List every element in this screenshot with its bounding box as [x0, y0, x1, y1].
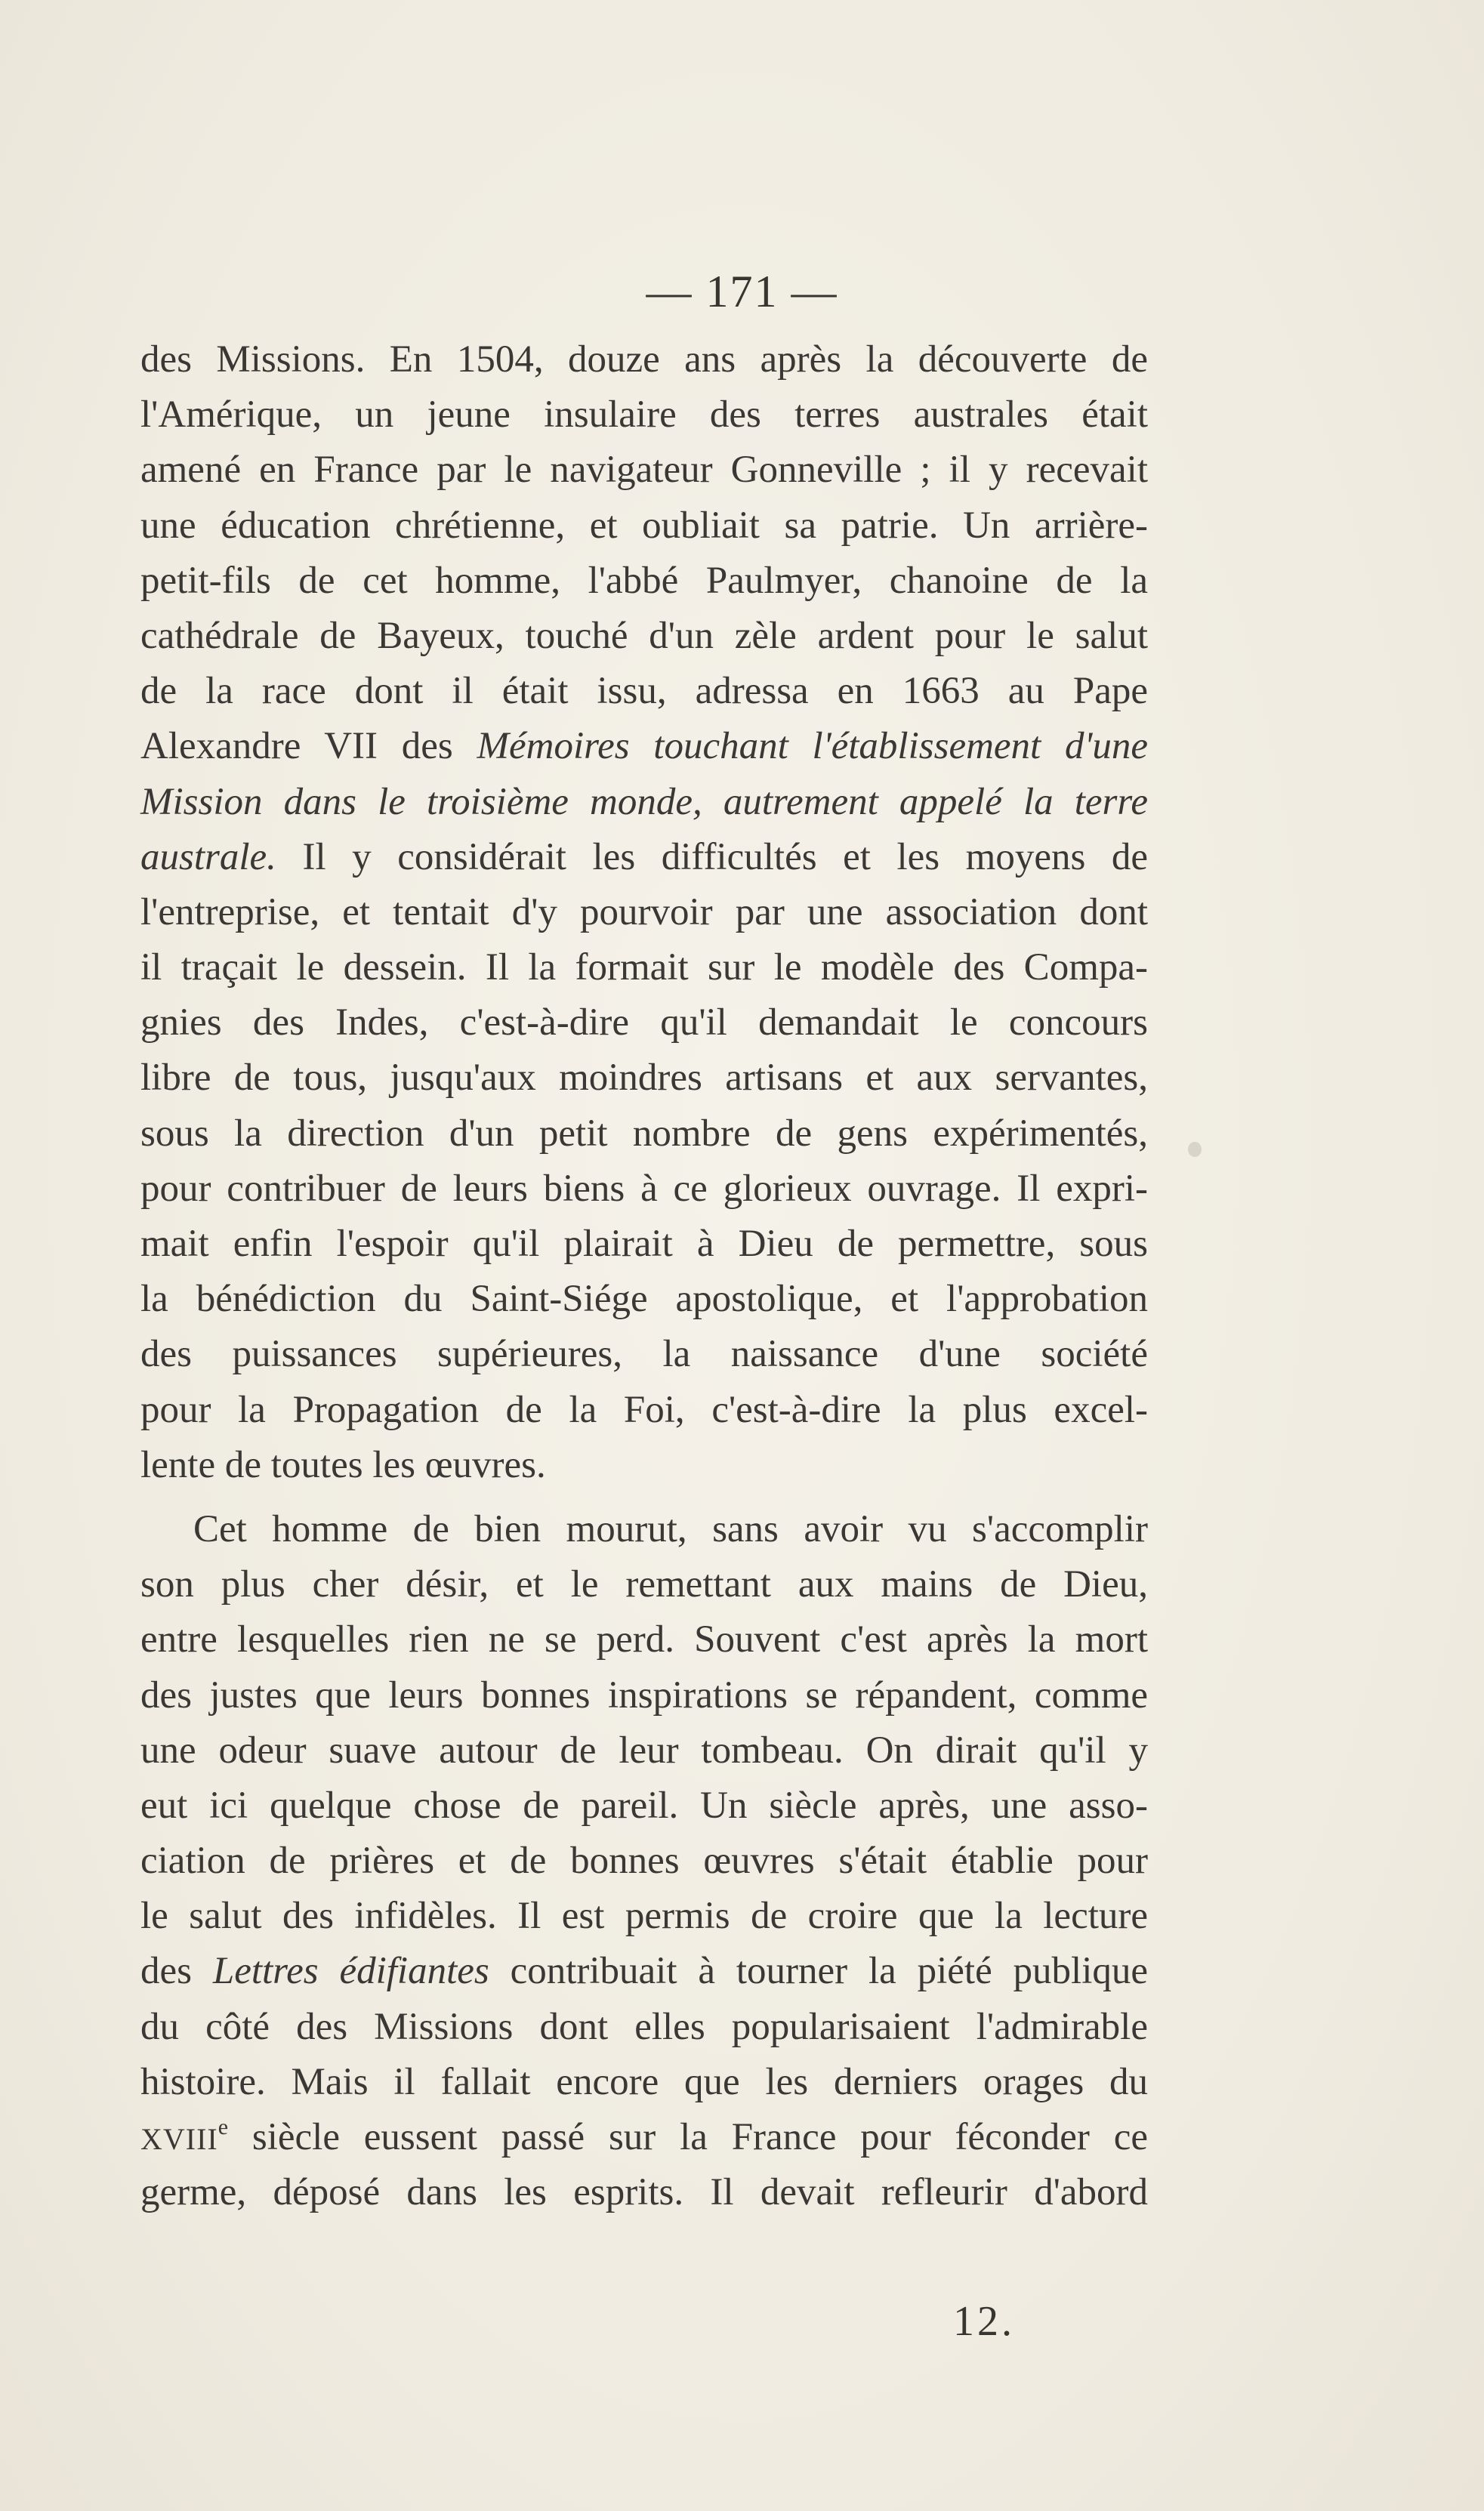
body-text [140, 332, 1148, 2220]
text-line: l'entreprise, et tentait d'y pourvoir par une association dont [140, 890, 1148, 933]
italic-title: Lettres édifiantes [212, 1950, 489, 1993]
text-line: lente de toutes les œuvres. [140, 1443, 546, 1486]
text-line: libre de tous, jusqu'aux moindres artisans et aux servantes, [140, 1057, 1148, 1100]
text-line: une éducation chrétienne, et oubliait sa patrie. Un arrière- [140, 504, 1148, 547]
text-line: des puissances supérieures, la naissance d'une société [140, 1333, 1148, 1376]
text-span: Il y considérait les difficultés et les moyens de [276, 835, 1148, 878]
italic-title: australe. [140, 835, 276, 878]
text-line [140, 830, 1148, 885]
text-line [140, 2110, 1148, 2165]
text-line: petit-fils de cet homme, l'abbé Paulmyer, chanoine de la [140, 559, 1148, 602]
italic-title: Mission dans le troisième monde, autrement appelé la terre [140, 780, 1148, 823]
text-line: ciation de prières et de bonnes œuvres s'était établie pour [140, 1840, 1148, 1883]
page-number: — 171 — [646, 267, 838, 316]
text-line [140, 775, 1148, 830]
text-line [140, 719, 1148, 774]
text-span: contribuait à tourner la piété publique [489, 1950, 1149, 1993]
text-line: pour la Propagation de la Foi, c'est-à-dire la plus excel- [140, 1388, 1148, 1431]
text-line: histoire. Mais il fallait encore que les derniers orages du [140, 2060, 1148, 2103]
text-line: une odeur suave autour de leur tombeau. On dirait qu'il y [140, 1729, 1148, 1772]
text-line: de la race dont il était issu, adressa en 1663 au Pape [140, 670, 1148, 713]
text-span: Alexandre VII des [140, 725, 477, 768]
text-line: amené en France par le navigateur Gonneville ; il y recevait [140, 449, 1148, 492]
text-line: l'Amérique, un jeune insulaire des terres australes était [140, 393, 1148, 436]
text-line: des justes que leurs bonnes inspirations se répandent, comme [140, 1673, 1148, 1717]
text-line: gnies des Indes, c'est-à-dire qu'il demandait le concours [140, 1001, 1148, 1044]
text-span: siècle eussent passé sur la France pour féconder ce [228, 2116, 1148, 2158]
text-line: entre lesquelles rien ne se perd. Souvent c'est après la mort [140, 1618, 1148, 1661]
text-line: pour contribuer de leurs biens à ce glorieux ouvrage. Il expri- [140, 1167, 1148, 1210]
text-line: il traçait le dessein. Il la formait sur le modèle des Compa- [140, 946, 1148, 989]
text-line: germe, déposé dans les esprits. Il devait refleurir d'abord [140, 2171, 1148, 2214]
text-line: Cet homme de bien mourut, sans avoir vu s'accomplir [193, 1507, 1148, 1550]
text-line: le salut des infidèles. Il est permis de croire que la lecture [140, 1895, 1148, 1938]
text-line [140, 1944, 1148, 1999]
text-line: la bénédiction du Saint-Siége apostolique, et l'approbation [140, 1278, 1148, 1321]
text-line: mait enfin l'espoir qu'il plairait à Dieu de permettre, sous [140, 1223, 1148, 1265]
text-line: sous la direction d'un petit nombre de gens expérimentés, [140, 1112, 1148, 1155]
text-line: cathédrale de Bayeux, touché d'un zèle ardent pour le salut [140, 614, 1148, 657]
text-line: son plus cher désir, et le remettant aux mains de Dieu, [140, 1563, 1148, 1606]
text-line: du côté des Missions dont elles popularisaient l'admirable [140, 2005, 1148, 2048]
superscript: e [218, 2115, 229, 2139]
ink-smudge [1188, 1142, 1202, 1157]
signature-mark: 12. [953, 2298, 1015, 2345]
text-line: eut ici quelque chose de pareil. Un siècle après, une asso- [140, 1784, 1148, 1827]
text-line: des Missions. En 1504, douze ans après la découverte de [140, 338, 1148, 381]
roman-numeral: XVIII [140, 2122, 218, 2156]
text-span: des [140, 1950, 213, 1993]
italic-title: Mémoires touchant l'établissement d'une [477, 725, 1148, 768]
